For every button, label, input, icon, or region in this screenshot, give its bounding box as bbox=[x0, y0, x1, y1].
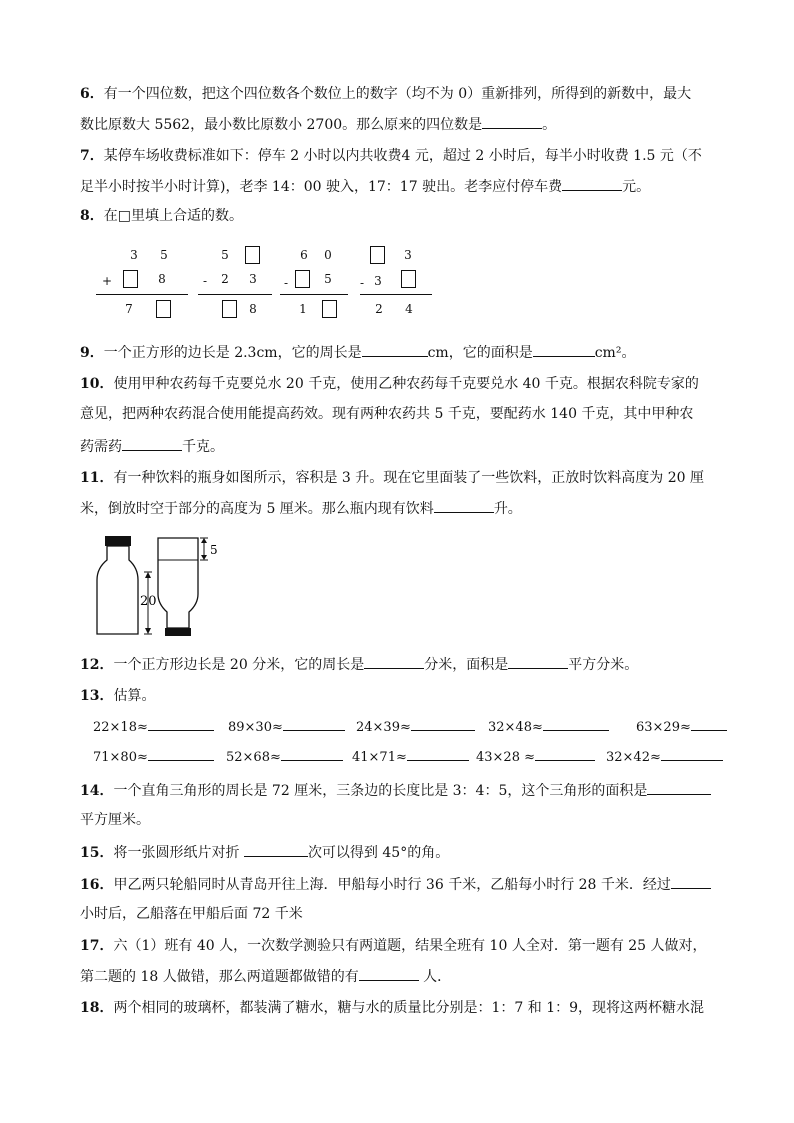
problem-6-line-1 bbox=[80, 84, 720, 104]
operator-plus: + bbox=[101, 274, 113, 288]
estimate-expression: 22×18≈ bbox=[93, 720, 148, 735]
problem-10-line-1 bbox=[80, 374, 720, 394]
problem-7-line-2 bbox=[80, 176, 720, 197]
digit: 1 bbox=[299, 302, 307, 316]
estimate-blank[interactable] bbox=[148, 748, 214, 761]
problem-number: 8． bbox=[80, 208, 104, 224]
estimate-blank[interactable] bbox=[535, 748, 595, 761]
problem-10-line-3 bbox=[80, 436, 720, 457]
digit: 5 bbox=[221, 248, 229, 262]
fill-box[interactable] bbox=[245, 246, 260, 264]
sum-line bbox=[96, 294, 188, 295]
difference-line bbox=[198, 294, 272, 295]
problem-number: 6． bbox=[80, 86, 104, 102]
problem-8-text: 8．在□里填上合适的数。 bbox=[80, 208, 243, 224]
problem-11-line-2 bbox=[80, 498, 720, 519]
problem-14-line-1 bbox=[80, 780, 720, 801]
answer-blank-10[interactable] bbox=[122, 436, 182, 451]
fill-box[interactable] bbox=[123, 270, 138, 288]
problem-number: 14． bbox=[80, 783, 114, 799]
problem-11-line-1 bbox=[80, 468, 720, 488]
digit: 7 bbox=[125, 302, 133, 316]
problem-16-line-2 bbox=[80, 904, 720, 924]
problem-14-text-2: 平方厘米。 bbox=[80, 812, 150, 828]
problem-number: 17． bbox=[80, 938, 114, 954]
fill-box[interactable] bbox=[322, 300, 337, 318]
problem-11-text-2: 米，倒放时空于部分的高度为 5 厘米。那么瓶内现有饮料 bbox=[80, 501, 434, 517]
estimate-blank[interactable] bbox=[543, 718, 609, 731]
problem-18-text-1: 18．两个相同的玻璃杯，都装满了糖水，糖与水的质量比分别是：1：7 和 1：9，现将这两杯糖水混 bbox=[80, 1000, 705, 1016]
problem-17-line-2 bbox=[80, 966, 720, 987]
fill-box[interactable] bbox=[222, 300, 237, 318]
problem-14-text-1: 14．一个直角三角形的周长是 72 厘米，三条边的长度比是 3：4：5，这个三角形的面积是 bbox=[80, 783, 648, 799]
problem-number: 13． bbox=[80, 688, 114, 704]
estimate-blank[interactable] bbox=[148, 718, 214, 731]
estimate-expression: 43×28 ≈ bbox=[476, 750, 536, 765]
problem-15-line bbox=[80, 842, 720, 863]
fill-box[interactable] bbox=[156, 300, 171, 318]
digit: 5 bbox=[160, 248, 168, 262]
problem-12-text-b: 分米，面积是 bbox=[424, 657, 509, 673]
upright-bottle bbox=[97, 536, 138, 634]
problem-number: 18． bbox=[80, 1000, 114, 1016]
problem-6-line-2 bbox=[80, 114, 720, 135]
estimate-expression: 41×71≈ bbox=[352, 750, 407, 765]
estimate-expression: 63×29≈ bbox=[636, 720, 691, 735]
problem-10-end: 千克。 bbox=[182, 439, 224, 455]
problem-9-line bbox=[80, 342, 720, 363]
problem-6-end: 。 bbox=[542, 117, 557, 133]
estimate-item bbox=[228, 718, 345, 737]
estimate-expression: 32×48≈ bbox=[488, 720, 543, 735]
height-label-20: 20 bbox=[140, 594, 157, 609]
difference-line bbox=[280, 294, 348, 295]
problem-number: 12． bbox=[80, 657, 114, 673]
problem-12-text-c: 平方分米。 bbox=[568, 657, 639, 673]
problem-number: 9． bbox=[80, 345, 104, 361]
estimate-blank[interactable] bbox=[411, 718, 475, 731]
answer-blank-12b[interactable] bbox=[508, 654, 568, 669]
problem-10-text-3: 药需药 bbox=[80, 439, 122, 455]
problem-10-text-2: 意见，把两种农药混合使用能提高药效。现有两种农药共 5 千克，要配药水 140 千克，其中甲种农 bbox=[80, 406, 694, 422]
problem-17-end: 人． bbox=[418, 969, 452, 985]
problem-9-text-b: cm，它的面积是 bbox=[427, 345, 533, 361]
problem-9-text-c: cm²。 bbox=[594, 345, 636, 361]
operator-minus: - bbox=[202, 274, 208, 288]
problem-12-text-a: 12．一个正方形边长是 20 分米，它的周长是 bbox=[80, 657, 365, 673]
problem-14-line-2 bbox=[80, 810, 720, 830]
estimate-expression: 52×68≈ bbox=[226, 750, 281, 765]
problem-number: 16． bbox=[80, 877, 114, 893]
answer-blank-15[interactable] bbox=[244, 842, 308, 857]
estimate-expression: 71×80≈ bbox=[93, 750, 148, 765]
estimate-blank[interactable] bbox=[283, 718, 345, 731]
problem-11-end: 升。 bbox=[493, 501, 522, 517]
operator-minus: - bbox=[283, 276, 289, 290]
fill-box[interactable] bbox=[401, 270, 416, 288]
problem-9-text-a: 9．一个正方形的边长是 2.3cm，它的周长是 bbox=[80, 345, 362, 361]
answer-blank-9a[interactable] bbox=[362, 342, 428, 357]
estimate-item bbox=[606, 748, 723, 767]
estimate-item bbox=[356, 718, 475, 737]
digit: 3 bbox=[404, 248, 412, 262]
problem-number: 15． bbox=[80, 845, 114, 861]
problem-15-text-b: 次可以得到 45°的角。 bbox=[307, 845, 450, 861]
answer-blank-12a[interactable] bbox=[364, 654, 424, 669]
problem-number: 11． bbox=[80, 470, 114, 486]
estimate-blank[interactable] bbox=[661, 748, 723, 761]
difference-line bbox=[360, 294, 432, 295]
problem-16-text-1: 16．甲乙两只轮船同时从青岛开往上海．甲船每小时行 36 千米，乙船每小时行 28 千米．经过 bbox=[80, 877, 671, 893]
problem-7-line-1 bbox=[80, 146, 720, 166]
estimate-item bbox=[93, 748, 214, 767]
operator-minus: - bbox=[359, 276, 365, 290]
problem-11-text-1: 11．有一种饮料的瓶身如图所示，容积是 3 升。现在它里面装了一些饮料，正放时饮料高度为 20 厘 bbox=[80, 470, 705, 486]
digit: 0 bbox=[324, 248, 332, 262]
inverted-bottle bbox=[158, 538, 198, 636]
estimate-expression: 89×30≈ bbox=[228, 720, 283, 735]
problem-number: 7． bbox=[80, 148, 104, 164]
estimate-expression: 24×39≈ bbox=[356, 720, 411, 735]
problem-8-line-1 bbox=[80, 206, 720, 226]
estimate-blank[interactable] bbox=[407, 748, 469, 761]
estimate-blank[interactable] bbox=[691, 718, 727, 731]
digit: 3 bbox=[130, 248, 138, 262]
problem-18-line-1 bbox=[80, 998, 720, 1018]
fill-box[interactable] bbox=[295, 270, 310, 288]
problem-15-text-a: 15．将一张圆形纸片对折 bbox=[80, 845, 244, 861]
answer-blank-7[interactable] bbox=[562, 176, 622, 191]
problem-12-line bbox=[80, 654, 720, 675]
answer-blank-9b[interactable] bbox=[533, 342, 595, 357]
answer-blank-14[interactable] bbox=[647, 780, 711, 795]
estimate-item bbox=[93, 718, 214, 737]
problem-7-text-1: 7．某停车场收费标准如下：停车 2 小时以内共收费4 元，超过 2 小时后，每半小时收费 1.5 元（不 bbox=[80, 148, 702, 164]
problem-10-text-1: 10．使用甲种农药每千克要兑水 20 千克，使用乙种农药每千克要兑水 40 千克。根据农科院专家的 bbox=[80, 376, 699, 392]
problem-17-text-1: 17．六（1）班有 40 人，一次数学测验只有两道题，结果全班有 10 人全对．第一题有 25 人做对， bbox=[80, 938, 707, 954]
estimate-item bbox=[488, 718, 609, 737]
bottle-figure bbox=[92, 532, 222, 642]
estimate-item bbox=[476, 748, 595, 767]
problem-16-text-2: 小时后，乙船落在甲船后面 72 千米 bbox=[80, 906, 303, 922]
fill-box[interactable] bbox=[370, 246, 385, 264]
answer-blank-16[interactable] bbox=[671, 874, 711, 889]
height-arrow-5 bbox=[200, 538, 208, 560]
digit: 3 bbox=[249, 272, 257, 286]
digit: 6 bbox=[300, 248, 308, 262]
digit: 2 bbox=[375, 302, 383, 316]
estimate-item bbox=[226, 748, 343, 767]
digit: 8 bbox=[249, 302, 257, 316]
problem-7-end: 元。 bbox=[622, 179, 651, 195]
digit: 2 bbox=[221, 272, 229, 286]
height-label-5: 5 bbox=[210, 543, 218, 557]
digit: 4 bbox=[405, 302, 413, 316]
answer-blank-17[interactable] bbox=[359, 966, 419, 981]
problem-16-line-1 bbox=[80, 874, 720, 895]
digit: 5 bbox=[324, 272, 332, 286]
estimate-expression: 32×42≈ bbox=[606, 750, 661, 765]
problem-17-text-2: 第二题的 18 人做错，那么两道题都做错的有 bbox=[80, 969, 359, 985]
problem-6-text-1: 6．有一个四位数，把这个四位数各个数位上的数字（均不为 0）重新排列，所得到的新数中，最大 bbox=[80, 86, 692, 102]
estimate-item bbox=[636, 718, 727, 737]
estimate-blank[interactable] bbox=[281, 748, 343, 761]
problem-7-text-2: 足半小时按半小时计算)，老李 14：00 驶入，17：17 驶出。老李应付停车费 bbox=[80, 179, 563, 195]
estimate-item bbox=[352, 748, 469, 767]
problem-6-text-2: 数比原数大 5562，最小数比原数小 2700。那么原来的四位数是 bbox=[80, 117, 483, 133]
digit: 3 bbox=[374, 274, 382, 288]
problem-10-line-2 bbox=[80, 404, 720, 424]
problem-13-title: 13．估算。 bbox=[80, 688, 156, 704]
problem-number: 10． bbox=[80, 376, 114, 392]
answer-blank-6[interactable] bbox=[482, 114, 542, 129]
problem-13-title-line bbox=[80, 686, 720, 706]
digit: 8 bbox=[158, 272, 166, 286]
problem-17-line-1 bbox=[80, 936, 720, 956]
answer-blank-11[interactable] bbox=[434, 498, 494, 513]
